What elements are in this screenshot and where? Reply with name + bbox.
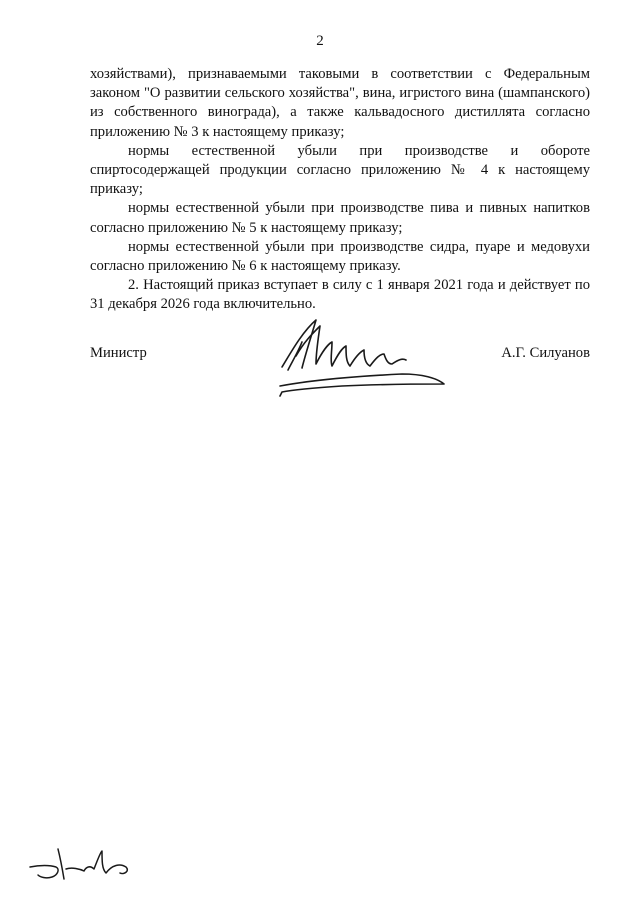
paragraph-continuation: хозяйствами), признаваемыми таковыми в соответствии с Федеральным законом "О развитии сельского хозяйства", вина, игристого вина (шампанского) из собственного винограда), а также кальвадосного дистиллята согласно приложению № 3 к настоящему приказу; [90,66,590,140]
document-body [90,65,590,315]
paragraph-norms-spirits: нормы естественной убыли при производстве и обороте спиртосодержащей продукции согласно приложению № 4 к настоящему приказу; [90,142,590,198]
paragraph-effective-date: 2. Настоящий приказ вступает в силу с 1 января 2021 года и действует по 31 декабря 2026 года включительно. [90,277,590,313]
paragraph-norms-beer: нормы естественной убыли при производстве пива и пивных напитков согласно приложению № 5 к настоящему приказу; [90,200,590,236]
page-number: 2 [316,33,324,49]
handwritten-signature [272,312,452,397]
paragraph-norms-cider: нормы естественной убыли при производстве сидра, пуаре и медовухи согласно приложению № 6 к настоящему приказу. [90,238,590,275]
signer-position: Министр [90,345,147,361]
handwritten-initials [28,845,138,885]
signer-name: А.Г. Силуанов [501,345,590,361]
